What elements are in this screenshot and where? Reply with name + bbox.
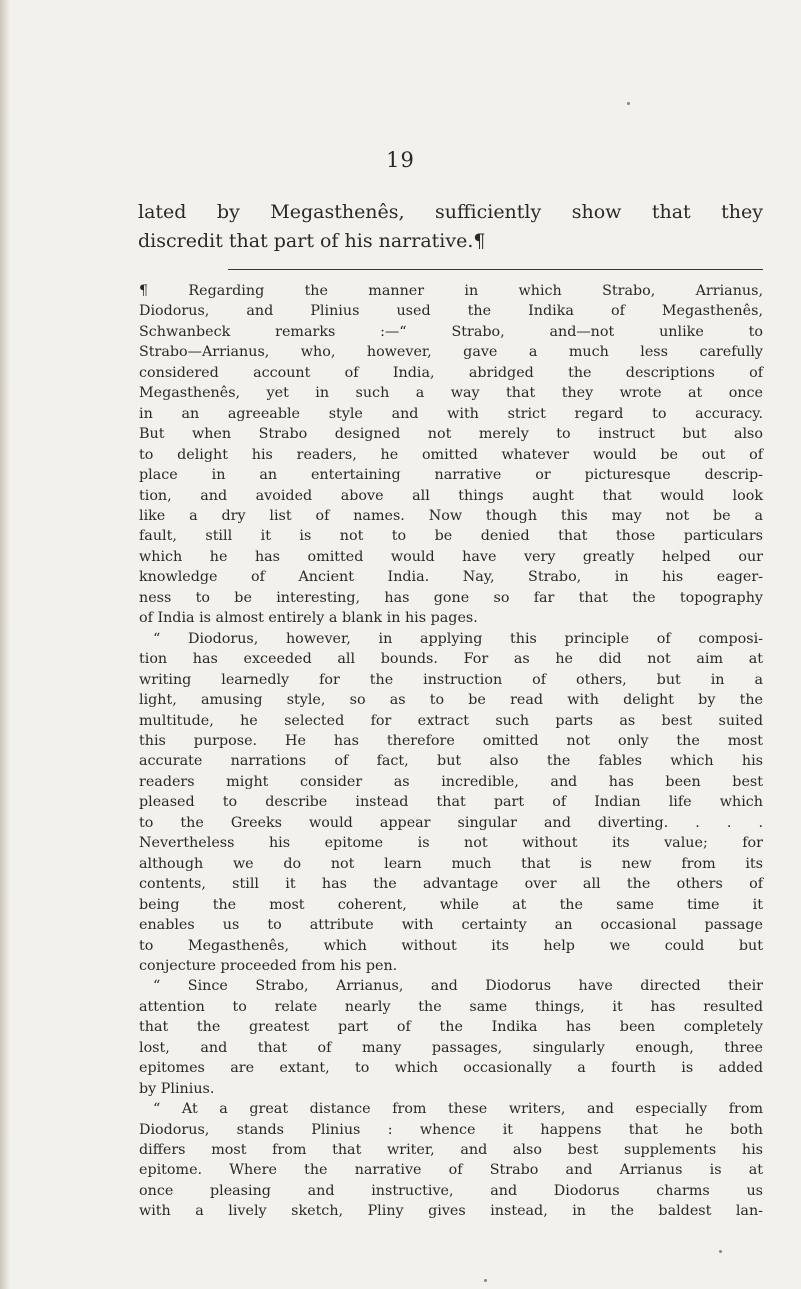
footnote-line: fault, still it is not to be denied that those particulars <box>139 528 763 545</box>
main-text <box>138 198 763 256</box>
footnote-line: of India is almost entirely a blank in his pages. <box>139 610 478 627</box>
footnote-line: that the greatest part of the Indika has been completely <box>139 1019 763 1036</box>
footnote <box>139 281 763 1222</box>
footnote-line: to the Greeks would appear singular and diverting. . . . <box>139 814 763 831</box>
footnote-line: enables us to attribute with certainty an occasional passage <box>139 917 763 934</box>
footnote-line: Strabo—Arrianus, who, however, gave a much less carefully <box>139 344 763 361</box>
footnote-line: being the most coherent, while at the same time it <box>139 896 763 913</box>
footnote-line: “ Since Strabo, Arrianus, and Diodorus have directed their <box>153 978 763 995</box>
footnote-line: considered account of India, abridged the descriptions of <box>139 364 763 381</box>
footnote-line: ¶ Regarding the manner in which Strabo, Arrianus, <box>139 283 763 299</box>
footnote-line: readers might consider as incredible, and has been best <box>139 773 763 790</box>
binding-edge <box>0 0 10 1289</box>
footnote-line: differs most from that writer, and also best supplements his <box>139 1142 763 1159</box>
footnote-line: this purpose. He has therefore omitted not only the most <box>139 732 763 749</box>
footnote-line: by Plinius. <box>139 1080 215 1097</box>
main-text-line: lated by Megasthenês, sufficiently show that they <box>138 201 763 223</box>
footnote-line: although we do not learn much that is new from its <box>139 855 763 872</box>
footnote-line: knowledge of Ancient India. Nay, Strabo, in his eager- <box>139 569 763 586</box>
footnote-line: But when Strabo designed not merely to instruct but also <box>139 426 763 443</box>
footnote-line: “ Diodorus, however, in applying this principle of composi- <box>153 630 763 647</box>
footnote-line: “ At a great distance from these writers, and especially from <box>153 1101 763 1118</box>
footnote-line: pleased to describe instead that part of Indian life which <box>139 794 763 811</box>
footnote-line: to delight his readers, he omitted whatever would be out of <box>139 446 763 463</box>
footnote-line: writing learnedly for the instruction of others, but in a <box>139 671 763 688</box>
footnote-line: light, amusing style, so as to be read with delight by the <box>139 692 763 709</box>
footnote-line: multitude, he selected for extract such parts as best suited <box>139 712 763 729</box>
footnote-line: Schwanbeck remarks :—“ Strabo, and—not unlike to <box>139 323 763 340</box>
footnote-line: contents, still it has the advantage over all the others of <box>139 876 763 893</box>
footnote-line: ness to be interesting, has gone so far that the topography <box>139 589 763 606</box>
footnote-line: Diodorus, and Plinius used the Indika of Megasthenês, <box>139 303 763 320</box>
footnote-line: in an agreeable style and with strict regard to accuracy. <box>139 405 763 422</box>
footnote-line: tion has exceeded all bounds. For as he did not aim at <box>139 651 763 668</box>
paper-speck <box>484 1279 487 1282</box>
paper-speck <box>719 1250 722 1253</box>
footnote-line: tion, and avoided above all things aught that would look <box>139 487 763 504</box>
footnote-line: with a lively sketch, Pliny gives instead, in the baldest lan- <box>139 1203 763 1220</box>
footnote-line: to Megasthenês, which without its help we could but <box>139 937 763 954</box>
footnote-line: Megasthenês, yet in such a way that they wrote at once <box>139 385 763 402</box>
footnote-line: once pleasing and instructive, and Diodorus charms us <box>139 1182 763 1199</box>
page-number: 19 <box>386 148 415 172</box>
footnote-line: which he has omitted would have very greatly helped our <box>139 548 763 565</box>
footnote-divider <box>228 269 763 270</box>
footnote-line: attention to relate nearly the same things, it has resulted <box>139 998 763 1015</box>
paper-speck <box>627 102 630 105</box>
footnote-line: place in an entertaining narrative or picturesque descrip- <box>139 467 763 484</box>
footnote-line: accurate narrations of fact, but also the fables which his <box>139 753 763 770</box>
footnote-line: epitomes are extant, to which occasionally a fourth is added <box>139 1060 763 1077</box>
footnote-line: Diodorus, stands Plinius : whence it happens that he both <box>139 1121 763 1138</box>
footnote-line: Nevertheless his epitome is not without its value; for <box>139 835 763 852</box>
footnote-line: lost, and that of many passages, singularly enough, three <box>139 1039 763 1056</box>
footnote-line: like a dry list of names. Now though this may not be a <box>139 507 763 524</box>
footnote-line: epitome. Where the narrative of Strabo and Arrianus is at <box>139 1162 763 1179</box>
main-text-line: discredit that part of his narrative.¶ <box>138 230 486 252</box>
footnote-line: conjecture proceeded from his pen. <box>139 957 398 974</box>
